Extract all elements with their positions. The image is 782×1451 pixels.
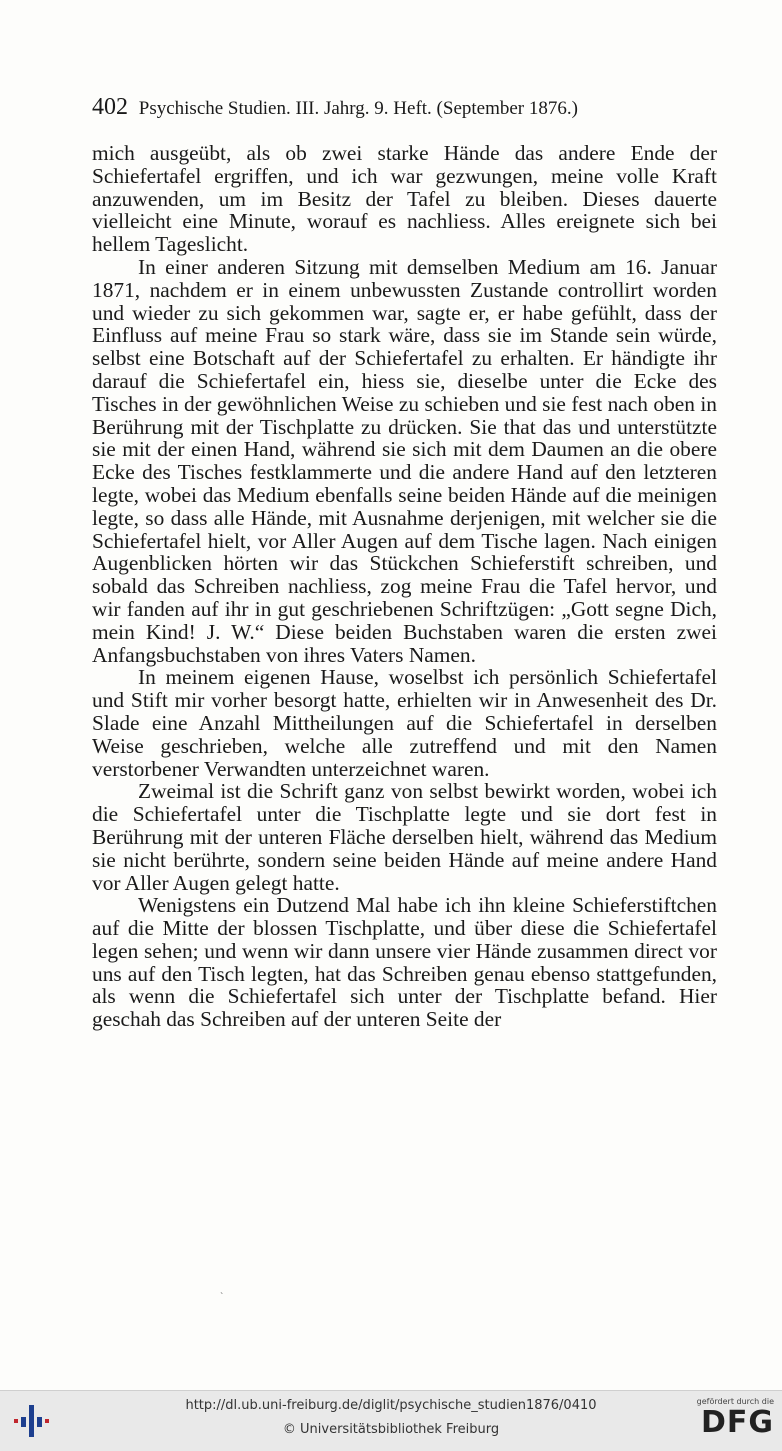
paragraph-5: Wenigstens ein Dutzend Mal habe ich ihn kleine Schieferstiftchen auf die Mitte der blossen Tischplatte, und über diese die Schiefertafel legen sehen; und wenn wir dann unsere vier Hände zusammen direct vor uns auf den Tisch legten, hat das Schreiben genau ebenso stattgefunden, als wenn die Schiefertafel sich unter der Tischplatte befand. Hier geschah das Schreiben auf der unteren Seite der <box>92 893 717 1032</box>
running-header <box>92 94 722 121</box>
dfg-mark: DFG <box>700 1405 774 1440</box>
running-title: Psychische Studien. III. Jahrg. 9. Heft. (September 1876.) <box>138 98 578 119</box>
page-number: 402 <box>92 94 128 120</box>
paragraph-2: In einer anderen Sitzung mit demselben Medium am 16. Januar 1871, nachdem er in einem unbewussten Zustande controllirt worden und wieder zu sich gekommen war, sagte er, er habe gefühlt, dass der Einfluss auf meine Frau so stark wäre, dass sie im Stande sein würde, selbst eine Botschaft auf der Schiefertafel zu erhalten. Er händigte ihr darauf die Schiefertafel ein, hiess sie, dieselbe unter die Ecke des Tisches in der gewöhnlichen Weise zu schieben und sie fest nach oben in Berührung mit der Tischplatte zu drücken. Sie that das und unterstützte sie mit der einen Hand, während sie sich mit dem Daumen an die obere Ecke des Tisches festklammerte und die andere Hand auf den letzteren legte, wobei das Medium ebenfalls seine beiden Hände auf die meinigen legte, so dass alle Hände, mit Ausnahme derjenigen, mit welcher sie die Schiefertafel hielt, vor Aller Augen auf dem Tische lagen. Nach einigen Augenblicken hörten wir das Stückchen Schieferstift schreiben, und sobald das Schreiben nachliess, zog meine Frau die Tafel hervor, und wir fanden auf ihr in gut geschriebenen Schriftzügen: „Gott segne Dich, mein Kind! J. W.“ Diese beiden Buchstaben waren die ersten zwei Anfangsbuchstaben von ihres Vaters Namen. <box>92 254 717 667</box>
paragraph-1: mich ausgeübt, als ob zwei starke Hände das andere Ende der Schiefertafel ergriffen, und ich war gezwungen, meine volle Kraft anzuwenden, um im Besitz der Tafel zu bleiben. Dieses dauerte vielleicht eine Minute, worauf es nachliess. Alles ereignete sich bei hellem Tageslicht. <box>92 141 717 257</box>
dfg-tagline: gefördert durch die <box>696 1397 774 1406</box>
paragraph-4: Zweimal ist die Schrift ganz von selbst bewirkt worden, wobei ich die Schiefertafel unter die Tischplatte legte und sie dort fest in Berührung mit der unteren Fläche derselben hielt, während das Medium sie nicht berührte, sondern seine beiden Hände auf meine andere Hand vor Aller Augen gelegt hatte. <box>92 779 717 895</box>
body-text <box>92 142 717 1031</box>
dfg-logo[interactable] <box>682 1397 774 1445</box>
scan-speck: ˋ <box>220 1292 224 1303</box>
copyright-notice: © Universitätsbibliothek Freiburg <box>282 1422 500 1437</box>
paragraph-3: In meinem eigenen Hause, woselbst ich persönlich Schiefertafel und Stift mir vorher besorgt hatte, erhielten wir in Anwesenheit des Dr. Slade eine Anzahl Mittheilungen auf die Schiefertafel in derselben Weise geschrieben, welche alle zutreffend und mit den Namen verstorbener Verwandten unterzeichnet waren. <box>92 665 717 781</box>
permalink-url[interactable]: http://dl.ub.uni-freiburg.de/diglit/psychische_studien1876/0410 <box>185 1398 597 1413</box>
viewer-footer <box>0 1390 782 1451</box>
